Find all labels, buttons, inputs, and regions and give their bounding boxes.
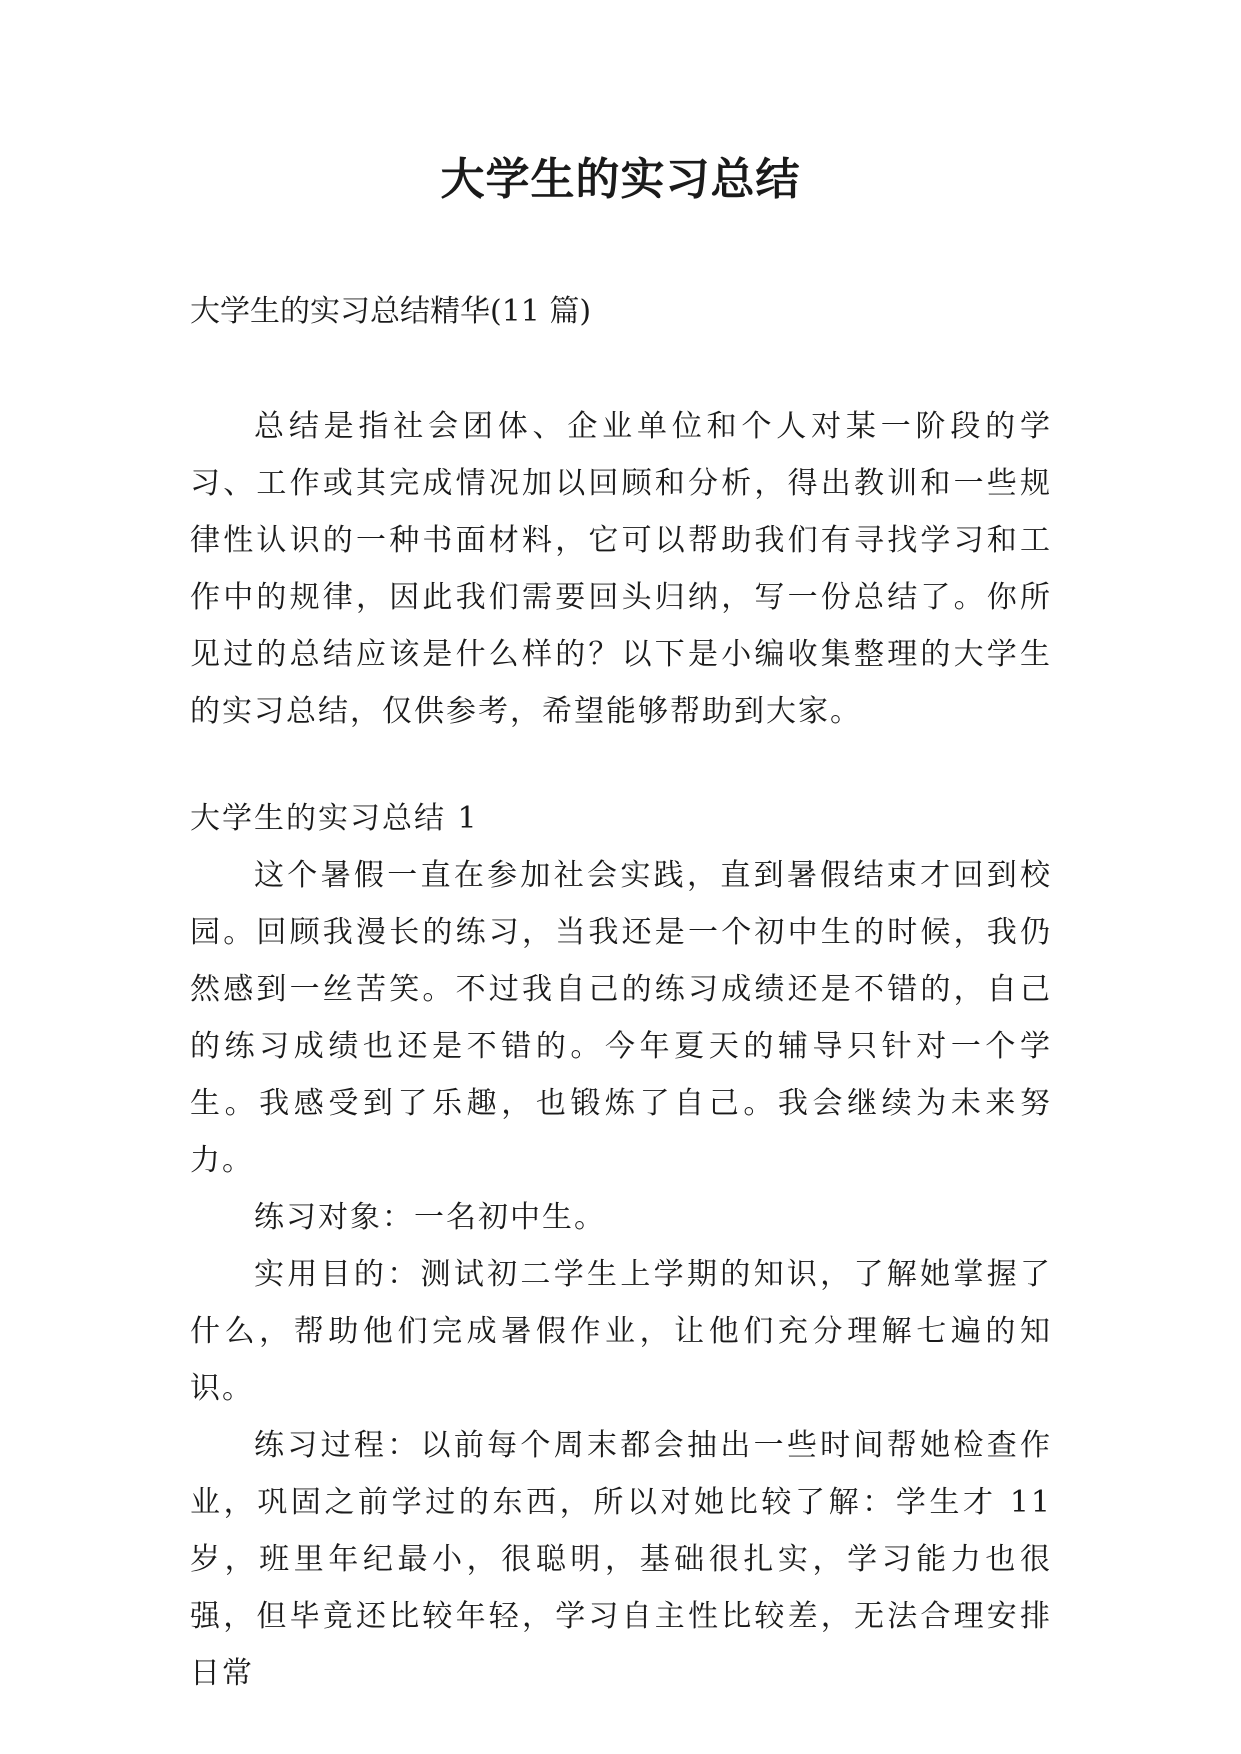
intro-paragraph: 总结是指社会团体、企业单位和个人对某一阶段的学习、工作或其完成情况加以回顾和分析，得出教训和一些规律性认识的一种书面材料，它可以帮助我们有寻找学习和工作中的规律，因此我们需要回头归纳，写一份总结了。你所见过的总结应该是什么样的？以下是小编收集整理的大学生的实习总结，仅供参考，希望能够帮助到大家。 [190,409,1052,729]
section-paragraph: 这个暑假一直在参加社会实践，直到暑假结束才回到校园。回顾我漫长的练习，当我还是一个初中生的时候，我仍然感到一丝苦笑。不过我自己的练习成绩还是不错的，自己的练习成绩也还是不错的。今年夏天的辅导只针对一个学生。我感受到了乐趣，也锻炼了自己。我会继续为未来努力。 [190,858,1052,1178]
section-paragraph: 练习对象：一名初中生。 [254,1200,606,1235]
section-paragraph: 实用目的：测试初二学生上学期的知识，了解她掌握了什么，帮助他们完成暑假作业，让他们充分理解七遍的知识。 [190,1257,1052,1406]
document-subtitle: 大学生的实习总结精华(11 篇) [190,294,592,329]
section-heading: 大学生的实习总结 1 [190,801,479,836]
document-title: 大学生的实习总结 [440,154,801,205]
section-paragraph: 练习过程：以前每个周末都会抽出一些时间帮她检查作业，巩固之前学过的东西，所以对她比较了解：学生才 11 岁，班里年纪最小，很聪明，基础很扎实，学习能力也很强，但毕竟还比较年轻，学习自主性比较差，无法合理安排日常 [190,1428,1052,1691]
section-1 [190,790,1052,1702]
intro-block [190,398,1052,740]
